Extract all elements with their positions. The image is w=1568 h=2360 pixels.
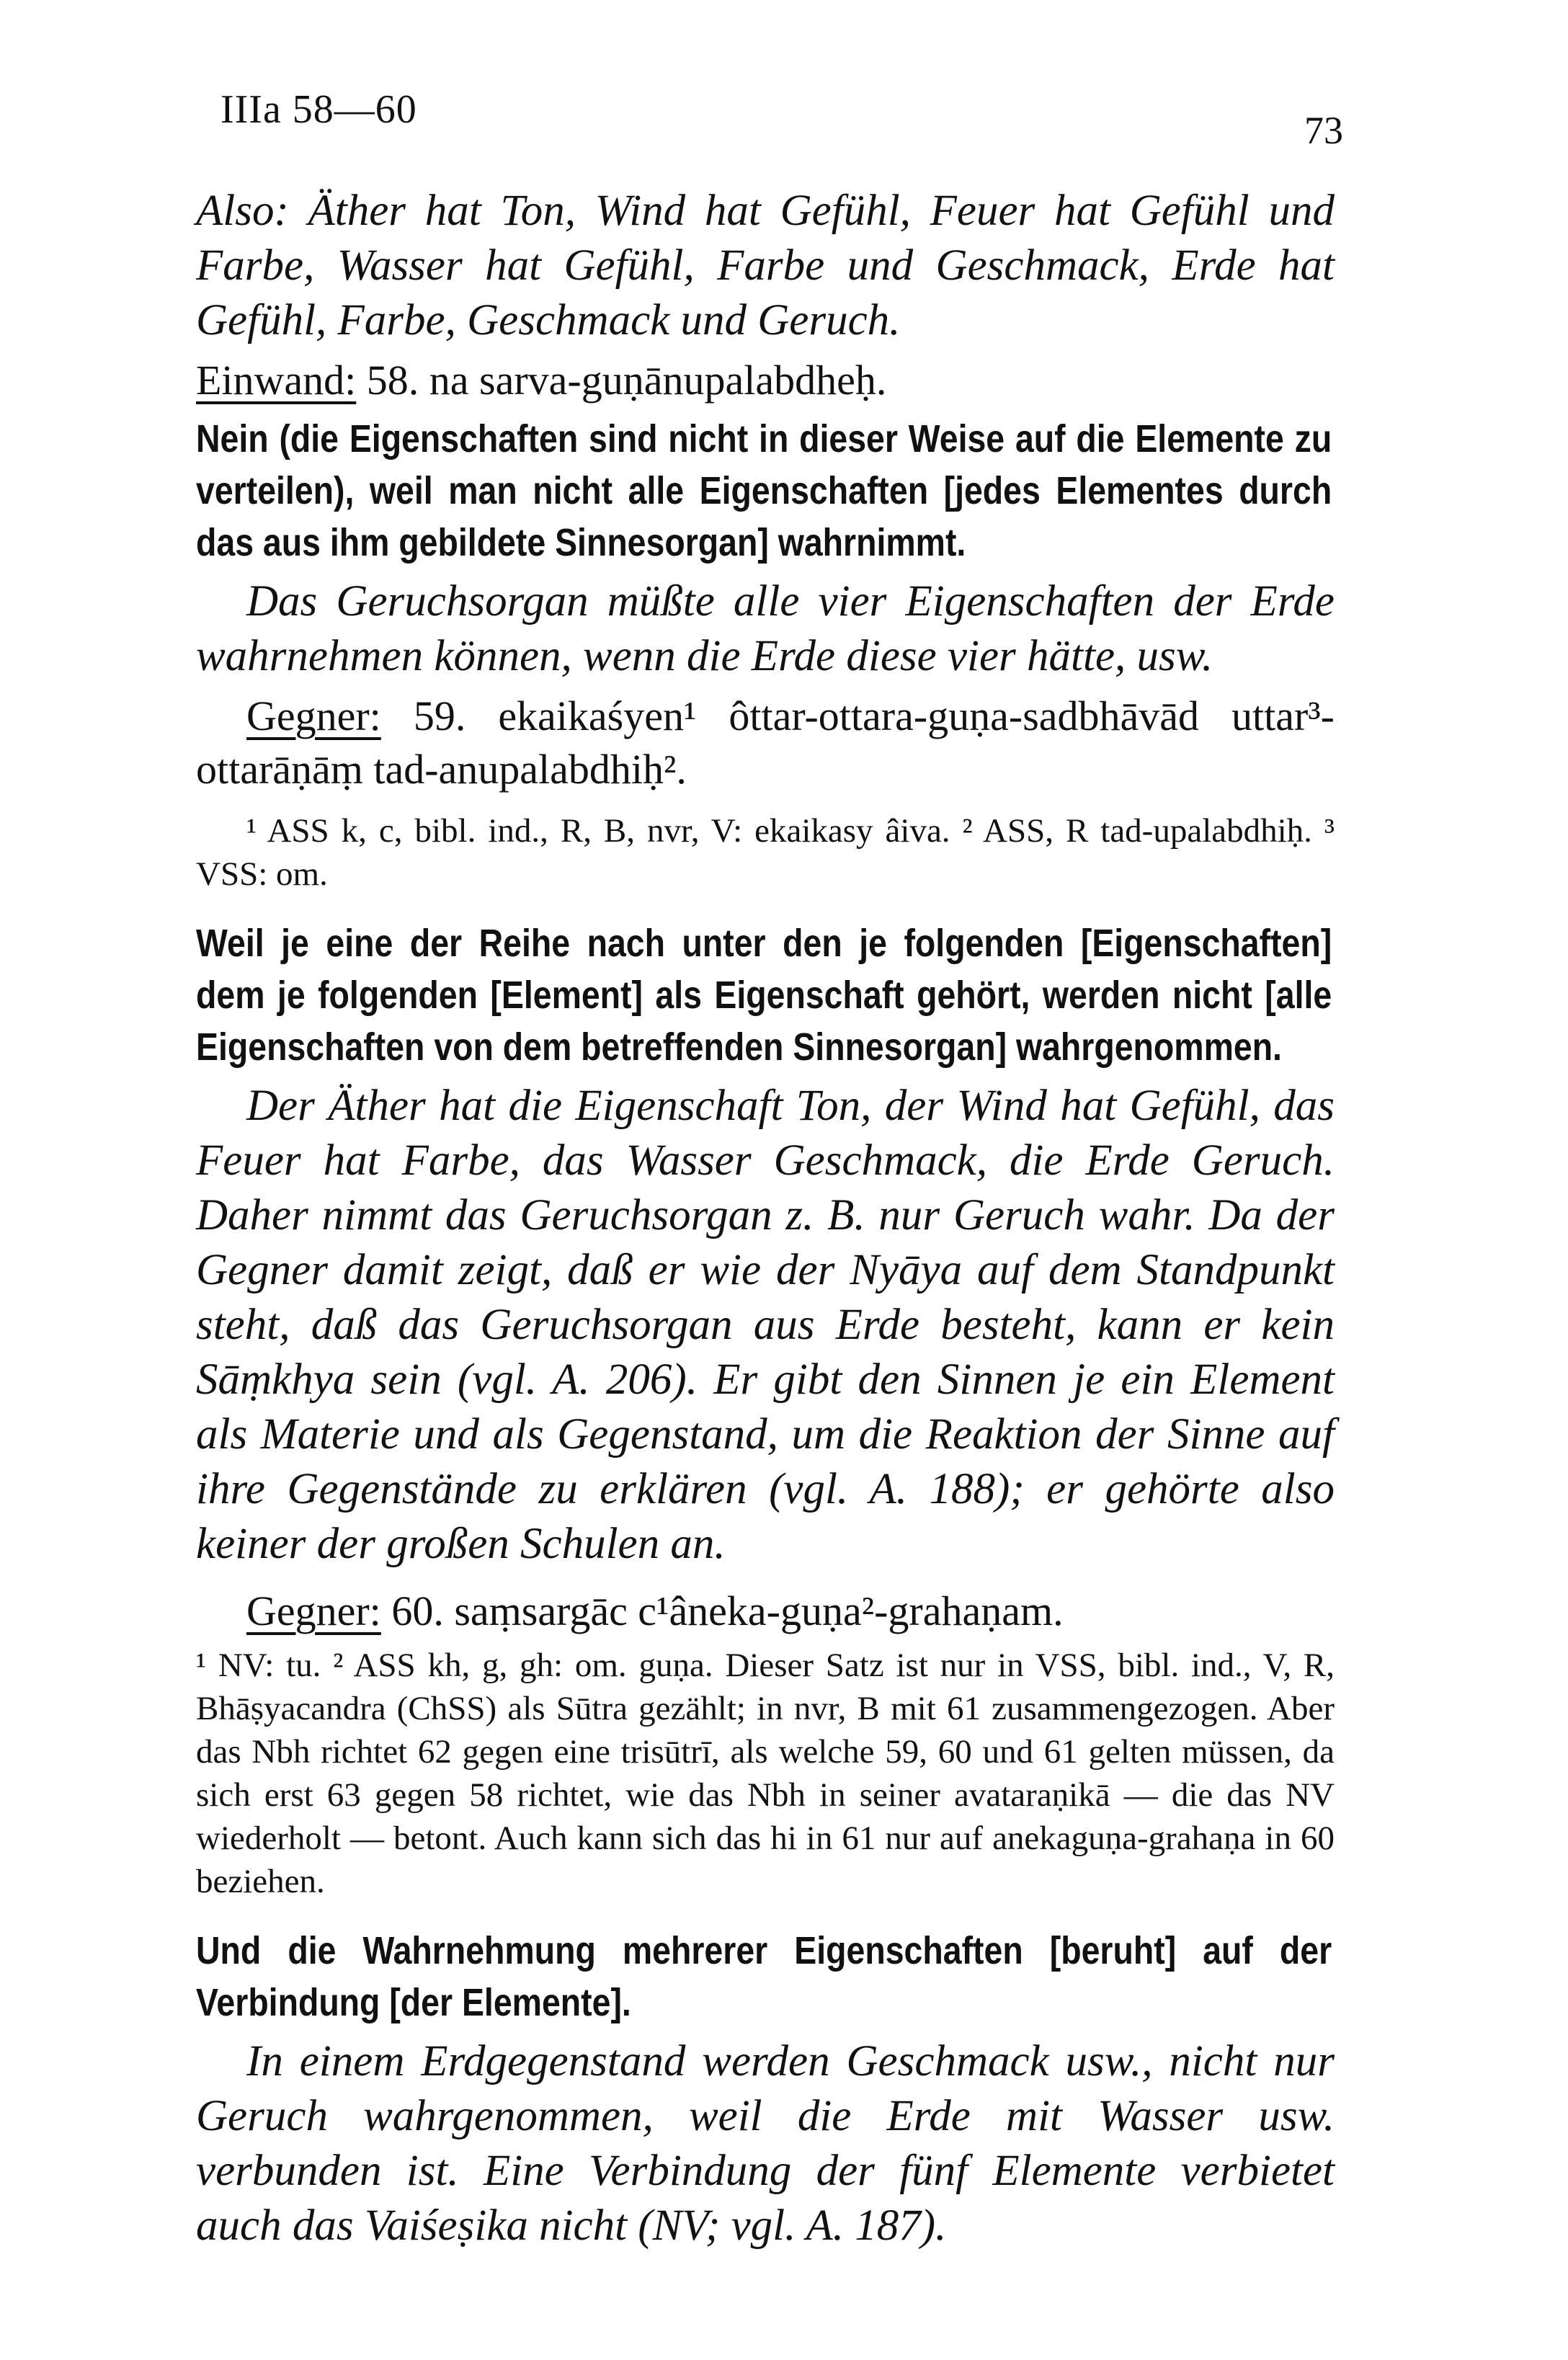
running-header-section: IIIa 58—60 bbox=[220, 87, 417, 132]
translation-60: Und die Wahrnehmung mehrerer Eigenschaften [beruht] auf der Verbindung [der Elemente]. bbox=[196, 1929, 1332, 2024]
sutra-text: 58. na sarva-guṇānupalabdheḥ. bbox=[356, 357, 887, 404]
sutra-59 bbox=[196, 690, 1335, 796]
page-body bbox=[196, 184, 1335, 2253]
commentary-60: In einem Erdgegenstand werden Geschmack usw., nicht nur Geruch wahrgenommen, weil die Erde mit Wasser usw. verbunden ist. Eine Verbindung der fünf Elemente verbietet auch das Vaiśeṣika nicht (NV; vgl. A. 187). bbox=[196, 2037, 1335, 2250]
commentary-paragraph: Also: Äther hat Ton, Wind hat Gefühl, Feuer hat Gefühl und Farbe, Wasser hat Gefühl, Farbe und Geschmack, Erde hat Gefühl, Farbe, Geschmack und Geruch. bbox=[196, 187, 1335, 344]
translation-59: Weil je eine der Reihe nach unter den je folgenden [Eigenschaften] dem je folgenden [Element] als Eigenschaft gehört, werden nicht [alle Eigenschaften von dem betreffenden Sinnesorgan] wahrgenommen. bbox=[196, 922, 1332, 1069]
commentary-58: Das Geruchsorgan müßte alle vier Eigenschaften der Erde wahrnehmen können, wenn die Erde diese vier hätte, usw. bbox=[196, 577, 1335, 680]
commentary-59: Der Äther hat die Eigenschaft Ton, der Wind hat Gefühl, das Feuer hat Farbe, das Wasser Geschmack, die Erde Geruch. Daher nimmt das Geruchsorgan z. B. nur Geruch wahr. Da der Gegner damit zeigt, daß er wie der Nyāya auf dem Standpunkt steht, daß das Geruchsorgan aus Erde besteht, kann er kein Sāṃkhya sein (vgl. A. 206). Er gibt den Sinnen je ein Element als Materie und als Gegenstand, um die Reaktion der Sinne auf ihre Gegenstände zu erklären (vgl. A. 188); er gehörte also keiner der großen Schulen an. bbox=[196, 1082, 1335, 1568]
speaker-label: Gegner: bbox=[246, 1588, 381, 1634]
speaker-label: Einwand: bbox=[196, 357, 357, 404]
translation-58: Nein (die Eigenschaften sind nicht in dieser Weise auf die Elemente zu verteilen), weil man nicht alle Eigenschaften [jedes Elementes durch das aus ihm gebildete Sinnesorgan] wahrnimmt. bbox=[196, 417, 1332, 564]
footnote-59: ¹ ASS k, c, bibl. ind., R, B, nvr, V: ekaikasy âiva. ² ASS, R tad-upalabdhiḥ. ³ VSS: om. bbox=[196, 812, 1335, 893]
speaker-label: Gegner: bbox=[246, 693, 381, 739]
sutra-60 bbox=[196, 1585, 1335, 1638]
footnote-60: ¹ NV: tu. ² ASS kh, g, gh: om. guṇa. Dieser Satz ist nur in VSS, bibl. ind., V, R, Bhāṣyacandra (ChSS) als Sūtra gezählt; in nvr, B mit 61 zusammengezogen. Aber das Nbh richtet 62 gegen eine trisūtrī, als welche 59, 60 und 61 gelten müssen, da sich erst 63 gegen 58 richtet, wie das Nbh in seiner avataraṇikā — die das NV wiederholt — betont. Auch kann sich das hi in 61 nur auf anekaguṇa-grahaṇa in 60 beziehen. bbox=[196, 1647, 1335, 1900]
sutra-text: 60. saṃsargāc c¹âneka-guṇa²-grahaṇam. bbox=[380, 1588, 1064, 1634]
sutra-text: 59. ekaikaśyen¹ ôttar-ottara-guṇa-sadbhāvād uttar³-ottarāṇāṃ tad-anupalabdhiḥ². bbox=[196, 693, 1335, 793]
page-number: 73 bbox=[1304, 109, 1343, 152]
sutra-58 bbox=[196, 354, 1335, 407]
